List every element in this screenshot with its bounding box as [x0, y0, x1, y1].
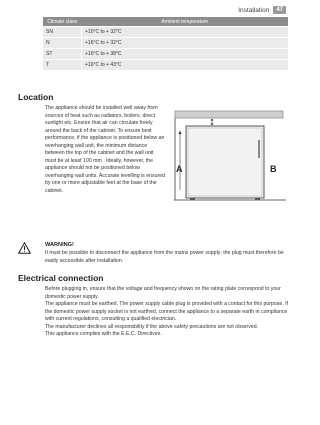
temperature-cell: +16°C to + 43°C [82, 60, 289, 71]
column-header: Ambient temperature [82, 17, 289, 27]
paragraph: Before plugging in, ensure that the voltage and frequency shown on the rating plate correspond to your domestic power supply. [45, 286, 281, 300]
page-number: 47 [273, 6, 286, 14]
climate-class-cell: N [43, 38, 82, 49]
column-header: Climate class [43, 17, 82, 27]
climate-class-cell: ST [43, 49, 82, 60]
paragraph: The manufacturer declines all responsibility if the above safety precautions are not observed. [45, 323, 259, 330]
temperature-cell: +10°C to + 32°C [82, 27, 289, 38]
figure-label-a: A [176, 164, 183, 174]
temperature-cell: +16°C to + 32°C [82, 38, 289, 49]
electrical-connection-text [45, 286, 290, 339]
location-heading: Location [18, 92, 54, 102]
table-row [43, 27, 288, 38]
door-handle [258, 140, 260, 158]
climate-class-table [43, 17, 288, 70]
electrical-connection-heading: Electrical connection [18, 273, 104, 283]
page-header [238, 6, 286, 14]
figure-label-b: B [270, 164, 277, 174]
table-row [43, 49, 288, 60]
climate-class-cell: T [43, 60, 82, 71]
paragraph: This appliance complies with the E.E.C. Directives. [45, 331, 162, 337]
warning-text: It must be possible to disconnect the appliance from the mains power supply; the plug must therefore be easily accessible after installation. [45, 250, 284, 264]
paragraph: The appliance must be earthed. The power supply cable plug is provided with a contact for this purpose. If the domestic power supply socket is not earthed, connect the appliance to a separate earth in compliance with current regulations, consulting a qualified electrician. [45, 301, 288, 322]
adjustable-foot [190, 198, 195, 200]
table-row [43, 38, 288, 49]
installation-clearance-figure [172, 110, 288, 204]
temperature-cell: +16°C to + 38°C [82, 49, 289, 60]
header-title: Installation [238, 6, 270, 14]
warning-triangle-icon [18, 242, 31, 254]
table-row [43, 60, 288, 71]
location-text: The appliance should be installed well away from sources of heat such as radiators, boilers, direct sunlight etc. Ensure that air can circulate freely around the back of the cabinet. To ensure best performance, if the appliance is positioned below an overhanging wall unit, the minimum distance between the top of the cabinet and the wall unit must be at least 100 mm . Ideally, however, the appliance should not be positioned below overhanging wall units. Accurate levelling is ensured by one or more adjustable feet at the base of the cabinet. [45, 105, 165, 194]
climate-class-cell: SN [43, 27, 82, 38]
warning-title: WARNING! [45, 242, 74, 248]
adjustable-foot [255, 198, 260, 200]
table-header-row [43, 17, 288, 27]
wall-unit [175, 111, 283, 118]
cabinet [186, 126, 264, 198]
